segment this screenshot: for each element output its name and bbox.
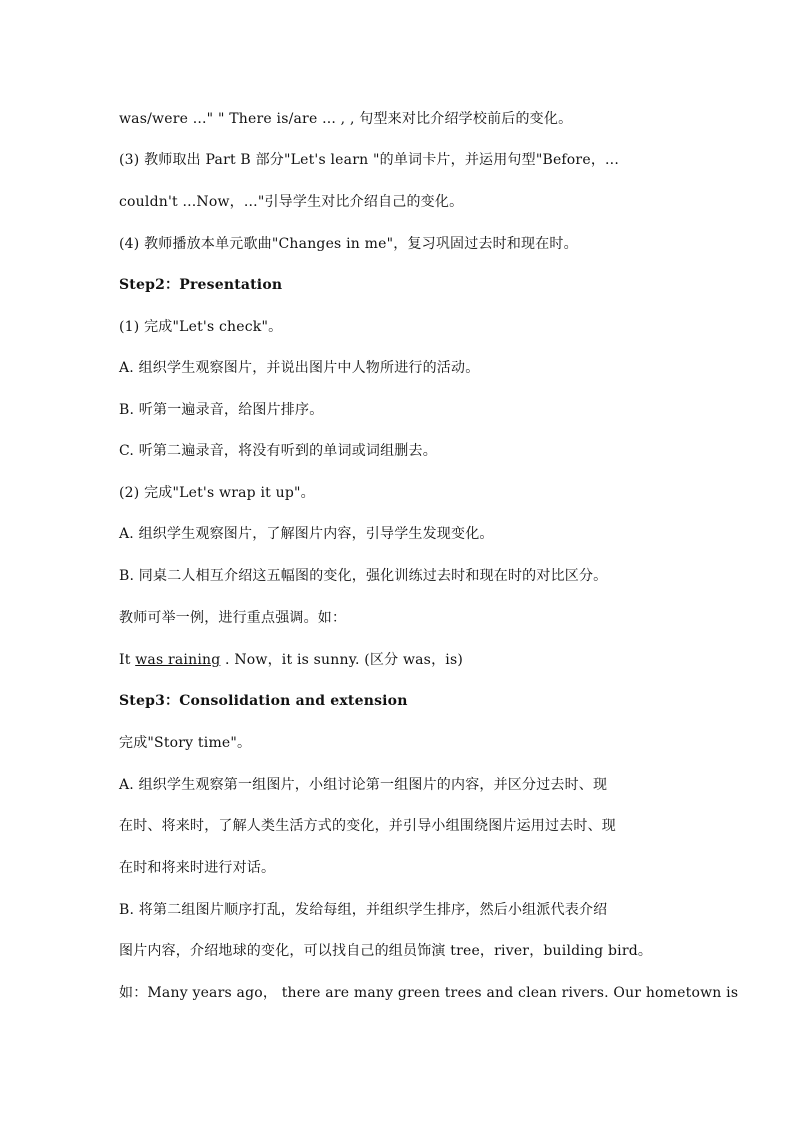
text-line-10: (2) 完成"Let's wrap it up"。 [119,485,315,501]
text-line-2: (3) 教师取出 Part B 部分"Let's learn "的单词卡片，并运用句型"Before，... [119,152,619,168]
example-sentence-underlined: was raining [135,652,221,668]
text-line-12: B. 同桌二人相互介绍这五幅图的变化，强化训练过去时和现在时的对比区分。 [119,568,608,584]
text-line-16: 完成"Story time"。 [119,735,252,751]
section-heading-step2: Step2：Presentation [119,277,283,293]
example-sentence-pre: It [119,652,136,668]
text-line-17: A. 组织学生观察第一组图片，小组讨论第一组图片的内容，并区分过去时、现 [119,777,608,793]
text-line-11: A. 组织学生观察图片，了解图片内容，引导学生发现变化。 [119,526,494,542]
example-sentence-post: . Now，it is sunny. (区分 was，is) [220,652,463,668]
text-line-18: 在时、将来时，了解人类生活方式的变化，并引导小组围绕图片运用过去时、现 [119,818,616,834]
text-line-1: was/were ..." " There is/are ... , , 句型来对比介绍学校前后的变化。 [119,111,573,127]
example-sentence [119,650,694,670]
text-line-13: 教师可举一例，进行重点强调。如： [119,610,347,626]
text-line-3: couldn't ...Now，..."引导学生对比介绍自己的变化。 [119,194,464,210]
text-line-21: 图片内容，介绍地球的变化，可以找自己的组员饰演 tree，river，building bird。 [119,943,653,959]
text-line-8: B. 听第一遍录音，给图片排序。 [119,402,324,418]
section-heading-step3: Step3：Consolidation and extension [119,693,408,709]
text-line-20: B. 将第二组图片顺序打乱，发给每组，并组织学生排序，然后小组派代表介绍 [119,902,608,918]
text-line-4: (4) 教师播放本单元歌曲"Changes in me"，复习巩固过去时和现在时。 [119,236,578,252]
text-line-19: 在时和将来时进行对话。 [119,860,276,876]
text-line-22: 如：Many years ago， there are many green trees and clean rivers. Our hometown is [119,985,739,1001]
text-line-6: (1) 完成"Let's check"。 [119,319,283,335]
text-line-7: A. 组织学生观察图片，并说出图片中人物所进行的活动。 [119,360,480,376]
text-line-9: C. 听第二遍录音，将没有听到的单词或词组删去。 [119,443,437,459]
